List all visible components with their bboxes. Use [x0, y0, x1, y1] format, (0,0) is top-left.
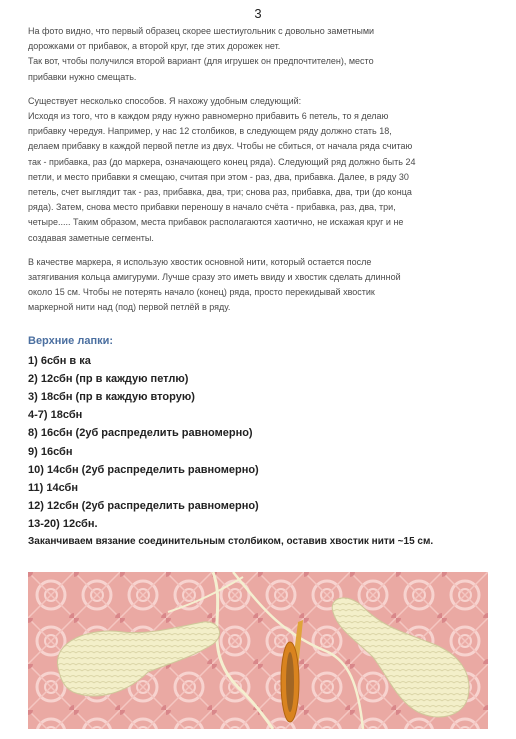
section-title: Верхние лапки: — [28, 334, 114, 347]
text-line: В качестве маркера, я использую хвостик основной нити, который остается после — [28, 256, 372, 267]
text-line: Так вот, чтобы получился второй вариант (для игрушек он предпочтителен), место — [28, 56, 374, 67]
pattern-row: 10) 14сбн (2уб распределить равномерно) — [28, 463, 259, 476]
pattern-row: 13-20) 12сбн. — [28, 518, 98, 531]
closing-instruction: Заканчиваем вязание соединительным столбиком, оставив хвостик нити ~15 см. — [28, 535, 434, 547]
pattern-row: 11) 14сбн — [28, 482, 78, 495]
page-number: 3 — [254, 6, 262, 21]
text-line: создавая заметные сегменты. — [28, 232, 154, 243]
pattern-row: 8) 16сбн (2уб распределить равномерно) — [28, 427, 253, 440]
text-line: делаем прибавку в каждой первой петле из двух. Чтобы не сбиться, от начала ряда считаю — [28, 141, 413, 152]
pattern-rows — [28, 352, 494, 534]
text-line: так - прибавка, раз (до маркера, означающего конец ряда). Следующий ряд должно быть 24 — [28, 156, 416, 167]
text-line: На фото видно, что первый образец скорее шестиугольник с довольно заметными — [28, 26, 375, 36]
pattern-row: 9) 16сбн — [28, 445, 73, 458]
text-line: ряда). Затем, снова место прибавки переношу в начало счёта - прибавка, раз, два, три, — [28, 202, 396, 213]
text-line: около 15 см. Чтобы не потерять начало (конец) ряда, просто перекидывай хвостик — [28, 287, 375, 298]
text-line: петли, и место прибавки я смещаю, считая при этом - раз, два, прибавка. Далее, в ряду 30 — [28, 171, 409, 182]
paragraph-method — [28, 94, 494, 246]
pattern-row: 4-7) 18сбн — [28, 409, 83, 422]
document-body — [28, 24, 494, 549]
text-line: Существует несколько способов. Я нахожу удобным следующий: — [28, 95, 302, 106]
crochet-photo-image — [28, 572, 488, 729]
text-line: Исходя из того, что в каждом ряду нужно равномерно прибавить 6 петель, то я делаю — [28, 111, 389, 122]
paragraph-intro — [28, 24, 494, 85]
text-line: прибавки нужно смещать. — [28, 71, 137, 82]
paragraph-marker — [28, 255, 494, 316]
text-line: прибавку чередуя. Например, у нас 12 столбиков, в следующем ряду должно стать 18, — [28, 126, 392, 137]
text-line: четыре..... Таким образом, места прибавок располагаются хаотично, не искажая круг и не — [28, 217, 404, 228]
text-line: петель, счет выглядит так - раз, прибавка, два, три; снова раз, прибавка, два, три (до конца — [28, 187, 412, 198]
pattern-row: 2) 12сбн (пр в каждую петлю) — [28, 372, 189, 385]
pattern-row: 1) 6сбн в ка — [28, 354, 91, 367]
text-line: дорожками от прибавок, а второй круг, где этих дорожек нет. — [28, 41, 281, 52]
text-line: маркерной нити над (под) первой петлёй в ряду. — [28, 302, 231, 313]
pattern-row: 12) 12сбн (2уб распределить равномерно) — [28, 500, 259, 513]
text-line: затягивания кольца амигуруми. Лучше сразу это иметь ввиду и хвостик сделать длинной — [28, 272, 401, 283]
pattern-row: 3) 18сбн (пр в каждую вторую) — [28, 391, 195, 404]
